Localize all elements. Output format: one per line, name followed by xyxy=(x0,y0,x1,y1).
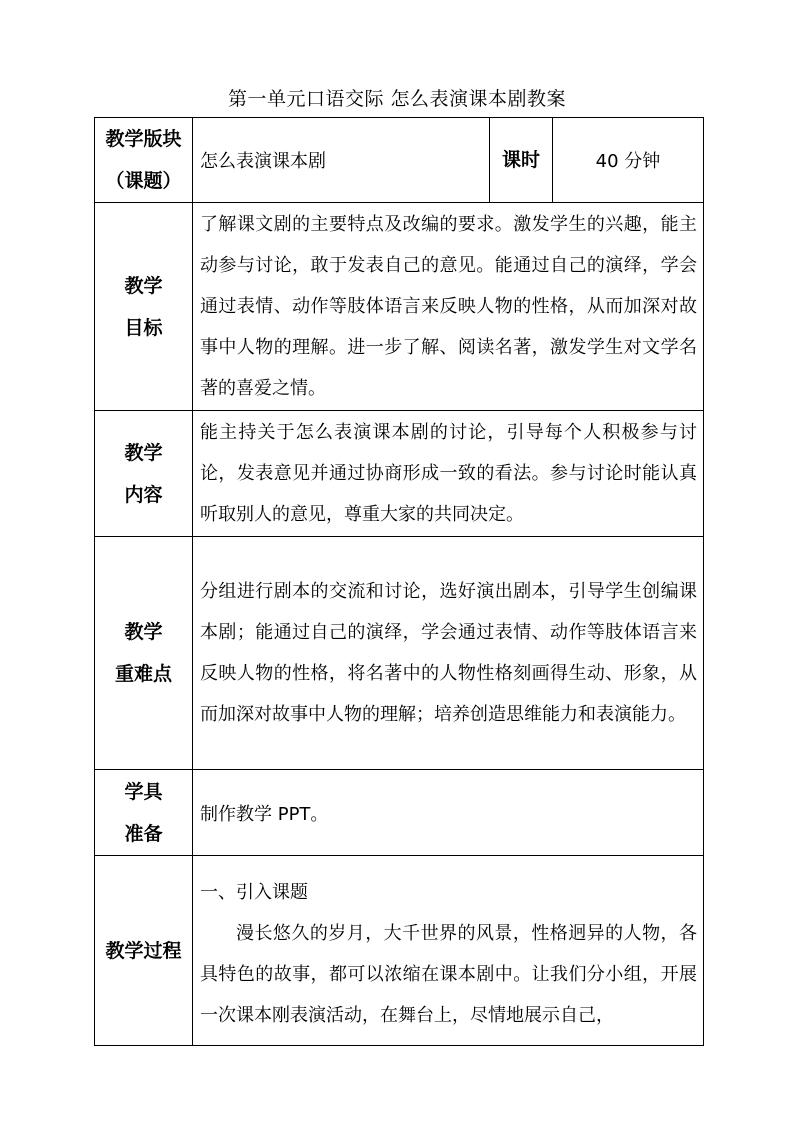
topic-label-line1: 教学版块 xyxy=(105,128,182,150)
objectives-text: 了解课文剧的主要特点及改编的要求。激发学生的兴趣，能主动参与讨论，敢于发表自己的意见。能通过自己的演绎，学会通过表情、动作等肢体语言来反映人物的性格，从而加深对故事中人物的理解。进一步了解、阅读名著，激发学生对文学名著的喜爱之情。 xyxy=(193,203,704,411)
objectives-row xyxy=(95,203,704,411)
content-label-cell xyxy=(95,411,193,537)
duration-value: 40 分钟 xyxy=(553,118,704,203)
materials-label-line1: 学具 xyxy=(124,780,163,803)
key-points-text: 分组进行剧本的交流和讨论，选好演出剧本，引导学生创编课本剧；能通过自己的演绎，学会通过表情、动作等肢体语言来反映人物的性格，将名著中的人物性格刻画得生动、形象，从而加深对故事中人物的理解；培养创造思维能力和表演能力。 xyxy=(193,537,704,770)
content-label-line2: 内容 xyxy=(124,483,163,506)
materials-row xyxy=(95,770,704,856)
materials-text: 制作教学 PPT。 xyxy=(193,770,704,856)
topic-value: 怎么表演课本剧 xyxy=(193,118,490,203)
content-row xyxy=(95,411,704,537)
objectives-label-line1: 教学 xyxy=(124,274,163,297)
materials-label-cell xyxy=(95,770,193,856)
duration-label: 课时 xyxy=(490,118,553,203)
key-points-label-line2: 重难点 xyxy=(114,663,172,685)
topic-label-line2: （课题） xyxy=(105,170,182,192)
content-text: 能主持关于怎么表演课本剧的讨论，引导每个人积极参与讨论，发表意见并通过协商形成一致的看法。参与讨论时能认真听取别人的意见，尊重大家的共同决定。 xyxy=(193,411,704,537)
key-points-label-line1: 教学 xyxy=(124,621,163,643)
lesson-plan-table xyxy=(94,117,704,1046)
materials-label-line2: 准备 xyxy=(124,822,163,845)
topic-row xyxy=(95,118,704,203)
key-points-label-cell xyxy=(95,537,193,770)
content-label-line1: 教学 xyxy=(124,441,163,464)
process-paragraph: 漫长悠久的岁月，大千世界的风景，性格迥异的人物，各具特色的故事，都可以浓缩在课本剧中。让我们分小组，开展一次课本刚表演活动，在舞台上，尽情地展示自己， xyxy=(200,922,697,1026)
process-row xyxy=(95,856,704,1046)
document-title: 第一单元口语交际 怎么表演课本剧教案 xyxy=(227,88,567,110)
key-points-row xyxy=(95,537,704,770)
process-label: 教学过程 xyxy=(95,856,193,1046)
process-heading: 一、引入课题 xyxy=(200,881,308,903)
objectives-label-line2: 目标 xyxy=(124,316,163,339)
process-cell xyxy=(193,856,704,1046)
objectives-label-cell xyxy=(95,203,193,411)
topic-label-cell xyxy=(95,118,193,203)
